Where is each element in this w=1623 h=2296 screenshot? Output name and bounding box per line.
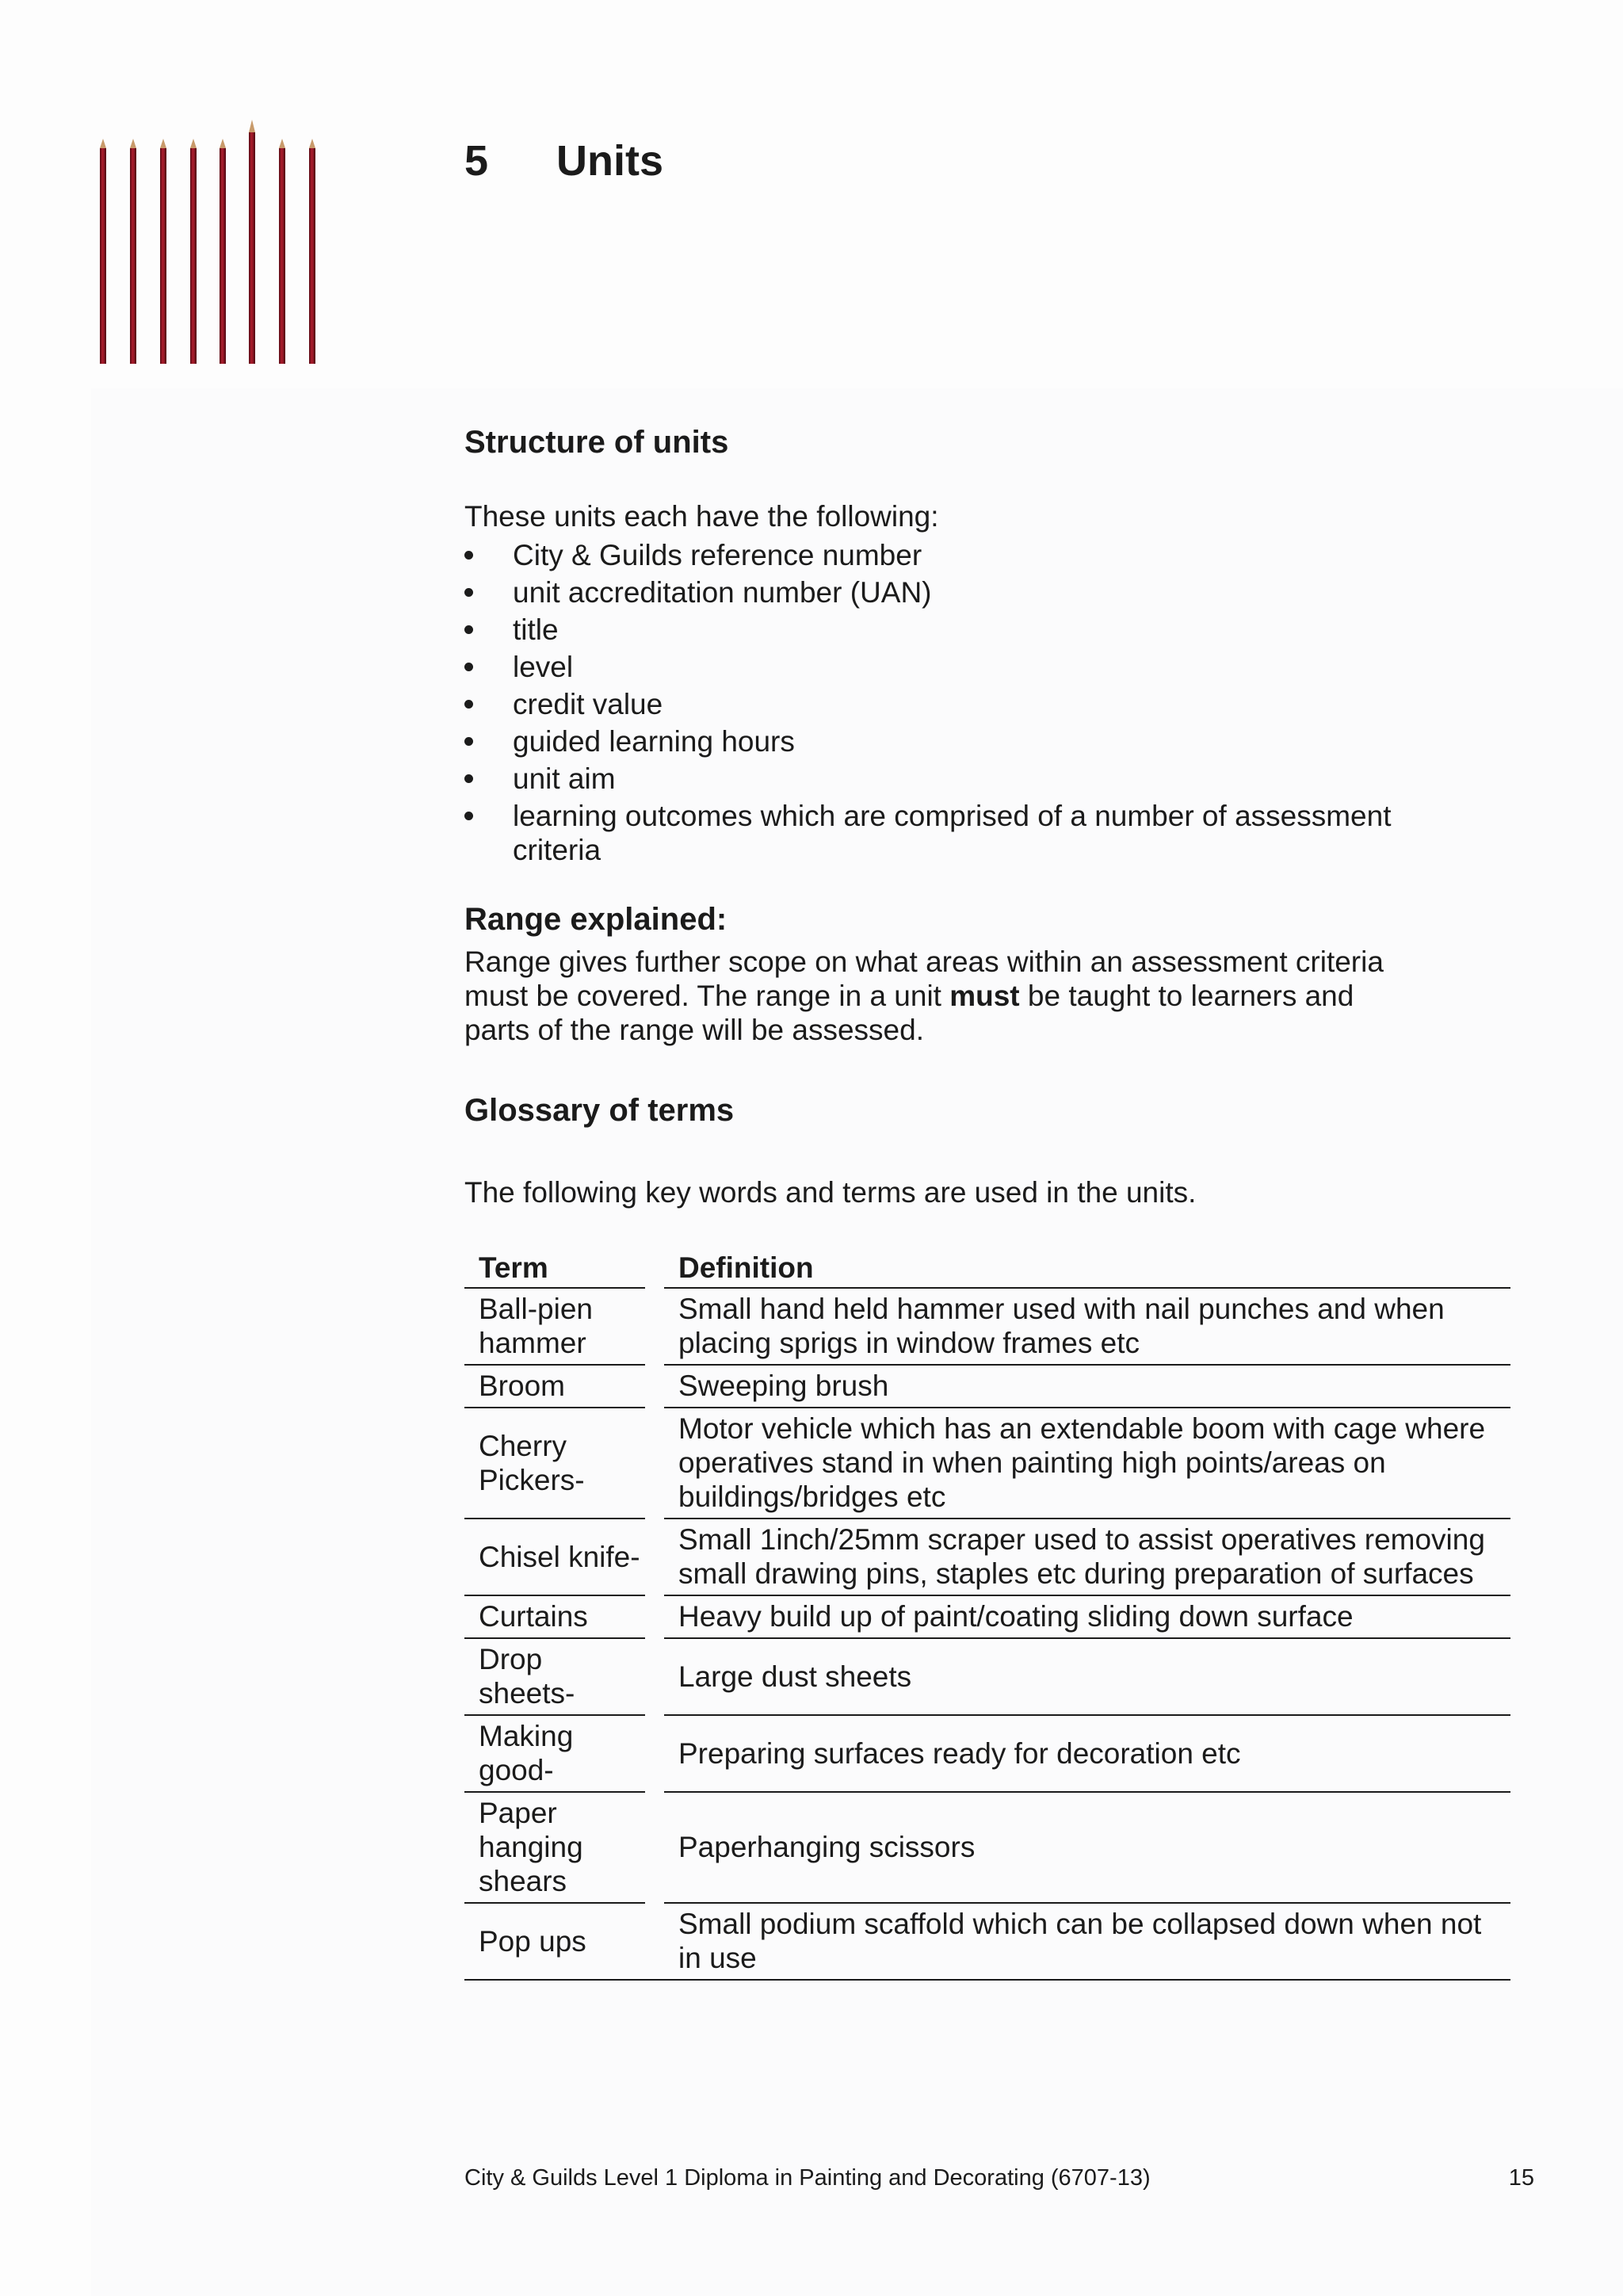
glossary-heading: Glossary of terms xyxy=(464,1093,735,1128)
pencil-5 xyxy=(220,139,226,364)
bullet-icon xyxy=(464,812,473,820)
table-row xyxy=(464,1639,1510,1716)
structure-list xyxy=(464,538,1510,867)
pencil-7 xyxy=(279,139,285,364)
definition-cell: Small hand held hammer used with nail punches and when placing sprigs in window frames etc xyxy=(664,1289,1510,1366)
range-text: Range gives further scope on what areas within an assessment criteria must be covered. The range in a unit must be taught to learners and parts of the range will be assessed. xyxy=(464,946,1384,1046)
term-cell: Drop sheets- xyxy=(464,1639,645,1716)
pencils-logo xyxy=(94,115,331,369)
definition-cell: Motor vehicle which has an extendable boom with cage where operatives stand in when painting high points/areas on buildings/bridges etc xyxy=(664,1408,1510,1519)
pencil-4 xyxy=(190,139,197,364)
range-heading: Range explained: xyxy=(464,902,727,937)
table-row xyxy=(464,1519,1510,1596)
page-number: 15 xyxy=(1508,2165,1534,2191)
list-item: City & Guilds reference number xyxy=(464,538,1400,572)
term-cell: Chisel knife- xyxy=(464,1519,645,1596)
table-row xyxy=(464,1904,1510,1981)
term-cell: Making good- xyxy=(464,1716,645,1793)
chapter-number: 5 xyxy=(464,137,489,185)
list-item: level xyxy=(464,650,1400,684)
table-header-row xyxy=(464,1251,1510,1289)
pencil-1 xyxy=(100,139,106,364)
list-item: title xyxy=(464,613,1400,647)
definition-cell: Heavy build up of paint/coating sliding down surface xyxy=(664,1596,1510,1639)
table-row xyxy=(464,1793,1510,1904)
main-content xyxy=(464,420,1510,1981)
pencil-8 xyxy=(309,139,315,364)
pencil-2 xyxy=(130,139,136,364)
bullet-icon xyxy=(464,663,473,671)
structure-intro: These units each have the following: xyxy=(464,500,939,533)
table-row xyxy=(464,1408,1510,1519)
term-cell: Curtains xyxy=(464,1596,645,1639)
definition-cell: Sweeping brush xyxy=(664,1366,1510,1408)
column-header-term: Term xyxy=(464,1251,645,1289)
list-item: learning outcomes which are comprised of a number of assessment criteria xyxy=(464,799,1400,867)
range-emphasis: must xyxy=(949,980,1020,1012)
footer-title: City & Guilds Level 1 Diploma in Painting and Decorating (6707-13) xyxy=(464,2165,1151,2191)
table-row xyxy=(464,1366,1510,1408)
term-cell: Broom xyxy=(464,1366,645,1408)
term-cell: Paper hanging shears xyxy=(464,1793,645,1904)
glossary-table xyxy=(464,1251,1510,1981)
list-item: unit accreditation number (UAN) xyxy=(464,575,1400,609)
pencil-6-tall xyxy=(249,120,255,364)
definition-cell: Small 1inch/25mm scraper used to assist operatives removing small drawing pins, staples etc during preparation of surfaces xyxy=(664,1519,1510,1596)
bullet-icon xyxy=(464,551,473,560)
chapter-title: Units xyxy=(556,137,663,185)
list-item: credit value xyxy=(464,687,1400,721)
bullet-icon xyxy=(464,625,473,634)
pencil-3 xyxy=(160,139,166,364)
table-row xyxy=(464,1289,1510,1366)
column-header-definition: Definition xyxy=(664,1251,1510,1289)
table-row xyxy=(464,1596,1510,1639)
bullet-icon xyxy=(464,737,473,746)
table-row xyxy=(464,1716,1510,1793)
bullet-icon xyxy=(464,700,473,709)
structure-heading: Structure of units xyxy=(464,425,729,460)
bullet-icon xyxy=(464,774,473,783)
definition-cell: Preparing surfaces ready for decoration etc xyxy=(664,1716,1510,1793)
definition-cell: Small podium scaffold which can be collapsed down when not in use xyxy=(664,1904,1510,1981)
term-cell: Ball-pien hammer xyxy=(464,1289,645,1366)
definition-cell: Paperhanging scissors xyxy=(664,1793,1510,1904)
term-cell: Pop ups xyxy=(464,1904,645,1981)
bullet-icon xyxy=(464,588,473,597)
definition-cell: Large dust sheets xyxy=(664,1639,1510,1716)
term-cell: Cherry Pickers- xyxy=(464,1408,645,1519)
list-item: guided learning hours xyxy=(464,724,1400,758)
list-item: unit aim xyxy=(464,762,1400,796)
glossary-intro: The following key words and terms are used in the units. xyxy=(464,1176,1197,1209)
